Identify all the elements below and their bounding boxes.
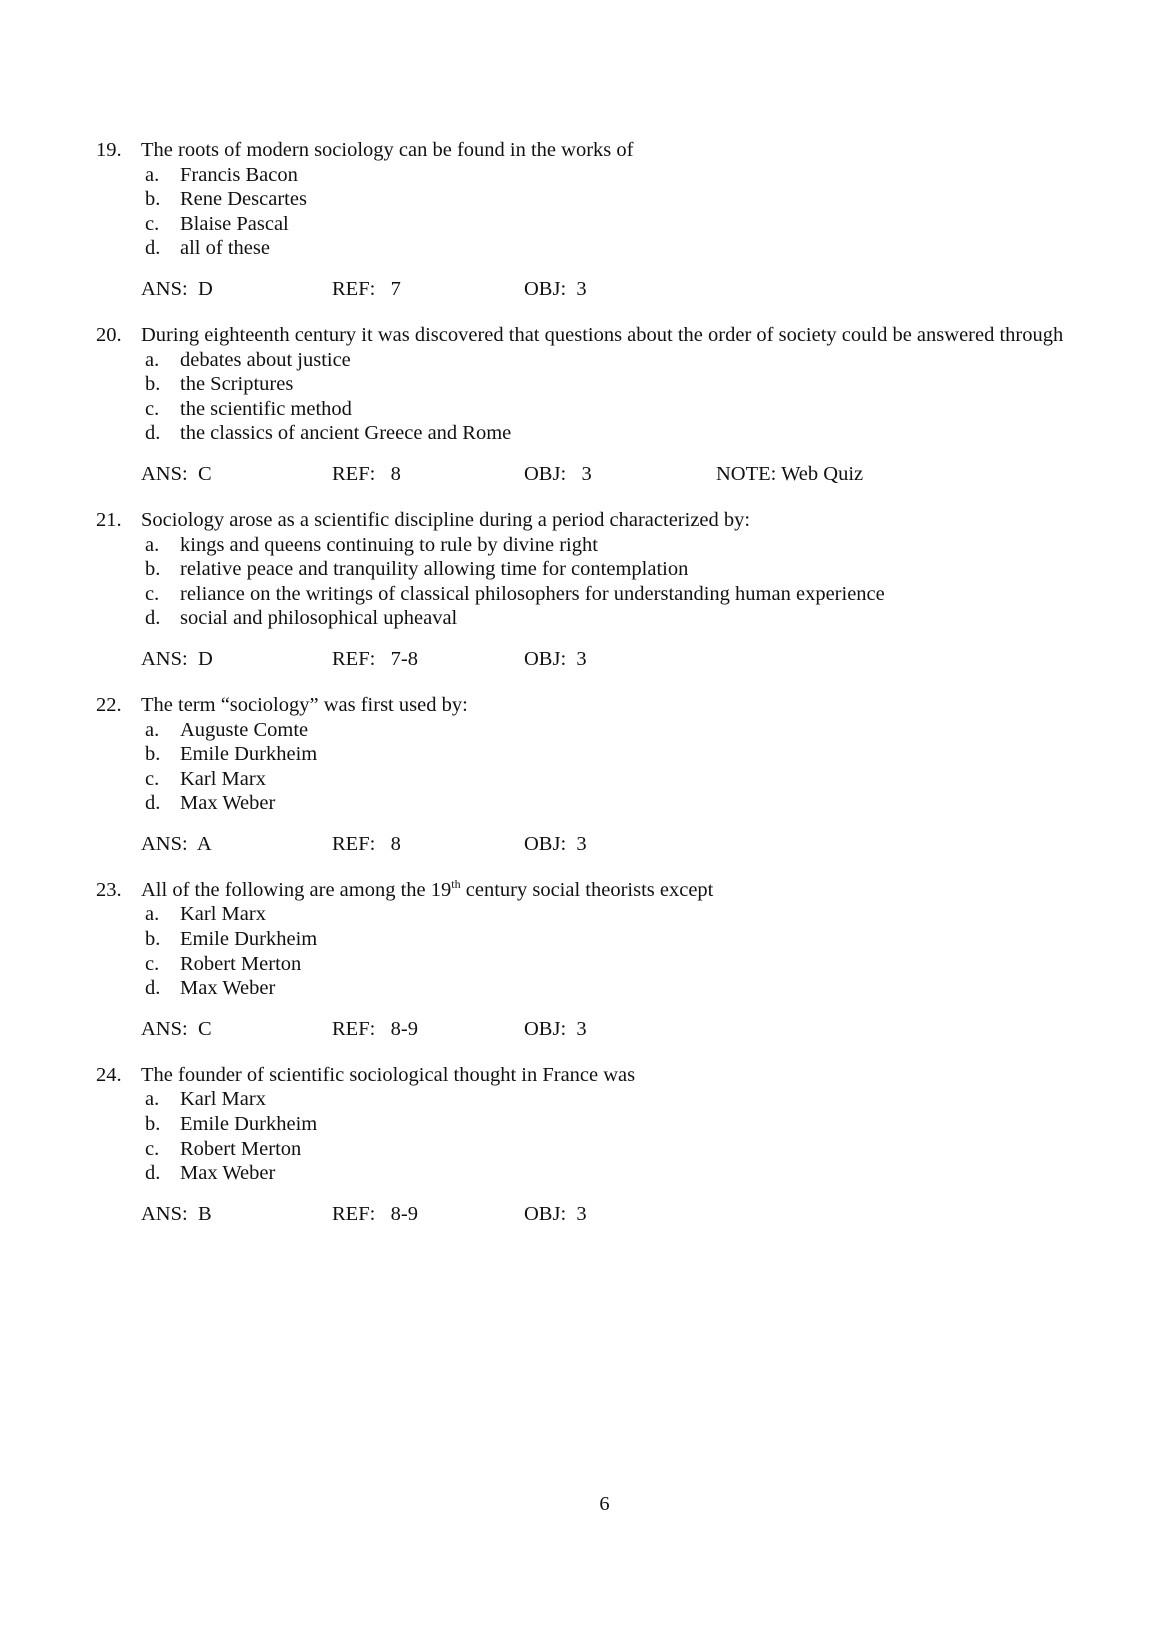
question-text: Sociology arose as a scientific discipline during a period characterized by:	[141, 508, 751, 531]
option-letter: a.	[145, 718, 160, 741]
option-letter: b.	[145, 743, 161, 766]
option-letter: b.	[145, 373, 161, 396]
option	[96, 791, 1096, 816]
answer-row	[96, 277, 1096, 302]
answer-row	[96, 1202, 1096, 1227]
option	[96, 718, 1096, 743]
option-letter: a.	[145, 163, 160, 186]
answer-key: ANS: C	[141, 462, 212, 485]
question-list	[96, 138, 1096, 1248]
option-text: all of these	[180, 237, 270, 260]
option-letter: b.	[145, 1113, 161, 1136]
option	[96, 372, 1096, 397]
option-text: Karl Marx	[180, 903, 266, 926]
option-text: reliance on the writings of classical philosophers for understanding human experience	[180, 582, 885, 605]
question-stem	[96, 1063, 1096, 1088]
option-text: Francis Bacon	[180, 163, 298, 186]
option	[96, 187, 1096, 212]
reference: REF: 8-9	[332, 1202, 418, 1225]
option-letter: d.	[145, 237, 161, 260]
option-text: Max Weber	[180, 977, 276, 1000]
option	[96, 927, 1096, 952]
option	[96, 902, 1096, 927]
page-number: 6	[599, 1493, 610, 1515]
option-letter: a.	[145, 1088, 160, 1111]
question-24	[96, 1063, 1096, 1227]
question-number: 22.	[96, 693, 122, 716]
reference: REF: 8-9	[332, 1017, 418, 1040]
option-letter: c.	[145, 212, 160, 235]
answer-key: ANS: D	[141, 647, 213, 670]
option	[96, 1137, 1096, 1162]
option	[96, 952, 1096, 977]
option	[96, 1087, 1096, 1112]
question-23	[96, 878, 1096, 1042]
option-text: relative peace and tranquility allowing time for contemplation	[180, 558, 689, 581]
answer-key: ANS: D	[141, 277, 213, 300]
option-letter: b.	[145, 188, 161, 211]
option-text: Emile Durkheim	[180, 928, 318, 951]
question-number: 23.	[96, 878, 122, 901]
option-text: debates about justice	[180, 348, 351, 371]
question-text: The founder of scientific sociological thought in France was	[141, 1063, 636, 1086]
option-letter: b.	[145, 558, 161, 581]
option-text: Blaise Pascal	[180, 212, 289, 235]
option	[96, 533, 1096, 558]
question-text: During eighteenth century it was discovered that questions about the order of society could be answered through	[141, 323, 1064, 346]
option-text: Auguste Comte	[180, 718, 309, 741]
objective: OBJ: 3	[524, 462, 592, 485]
answer-key: ANS: B	[141, 1202, 212, 1225]
option	[96, 163, 1096, 188]
option-text: Robert Merton	[180, 1137, 302, 1160]
option-text: the classics of ancient Greece and Rome	[180, 422, 512, 445]
option-letter: d.	[145, 1162, 161, 1185]
option-letter: a.	[145, 348, 160, 371]
objective: OBJ: 3	[524, 1017, 587, 1040]
option-text: social and philosophical upheaval	[180, 607, 458, 630]
option-letter: c.	[145, 582, 160, 605]
option-text: Max Weber	[180, 792, 276, 815]
answer-key: ANS: A	[141, 832, 212, 855]
option	[96, 212, 1096, 237]
option	[96, 767, 1096, 792]
question-text	[141, 878, 1096, 903]
option	[96, 348, 1096, 373]
option-text: Karl Marx	[180, 767, 266, 790]
answer-row	[96, 647, 1096, 672]
option-text: Robert Merton	[180, 952, 302, 975]
question-number: 24.	[96, 1063, 122, 1086]
option-text: the Scriptures	[180, 373, 294, 396]
option-text: Rene Descartes	[180, 188, 307, 211]
option-letter: d.	[145, 422, 161, 445]
question-number: 19.	[96, 139, 122, 161]
option-letter: b.	[145, 928, 161, 951]
question-stem	[96, 138, 1096, 163]
question-stem	[96, 878, 1096, 903]
answer-row	[96, 1017, 1096, 1042]
reference: REF: 8	[332, 462, 401, 485]
option	[96, 236, 1096, 261]
objective: OBJ: 3	[524, 1202, 587, 1225]
option-text: the scientific method	[180, 397, 352, 420]
option-letter: a.	[145, 903, 160, 926]
question-21	[96, 508, 1096, 672]
question-22	[96, 693, 1096, 857]
option-text: Karl Marx	[180, 1088, 266, 1111]
option-letter: c.	[145, 397, 160, 420]
option-letter: d.	[145, 792, 161, 815]
option-letter: c.	[145, 952, 160, 975]
reference: REF: 8	[332, 832, 401, 855]
option-text: Emile Durkheim	[180, 1113, 318, 1136]
option	[96, 742, 1096, 767]
question-number: 20.	[96, 323, 122, 346]
option	[96, 606, 1096, 631]
option-letter: d.	[145, 607, 161, 630]
question-19	[96, 138, 1096, 302]
option-letter: c.	[145, 1137, 160, 1160]
question-text-part: All of the following are among the 19	[141, 878, 452, 901]
option	[96, 397, 1096, 422]
option-letter: c.	[145, 767, 160, 790]
reference: REF: 7	[332, 277, 401, 300]
reference: REF: 7-8	[332, 647, 418, 670]
answer-key: ANS: C	[141, 1017, 212, 1040]
question-text: The term “sociology” was first used by:	[141, 693, 468, 716]
option	[96, 1112, 1096, 1137]
question-number: 21.	[96, 508, 122, 531]
option-text: Emile Durkheim	[180, 743, 318, 766]
option	[96, 1161, 1096, 1186]
option	[96, 976, 1096, 1001]
answer-row	[96, 832, 1096, 857]
question-stem	[96, 508, 1096, 533]
question-stem	[96, 693, 1096, 718]
objective: OBJ: 3	[524, 832, 587, 855]
option	[96, 557, 1096, 582]
answer-row	[96, 462, 1096, 487]
question-text: The roots of modern sociology can be found in the works of	[141, 139, 634, 161]
option-text: kings and queens continuing to rule by divine right	[180, 533, 598, 556]
objective: OBJ: 3	[524, 277, 587, 300]
question-20	[96, 323, 1096, 487]
option-text: Max Weber	[180, 1162, 276, 1185]
option	[96, 421, 1096, 446]
question-text-part: century social theorists except	[460, 878, 714, 901]
objective: OBJ: 3	[524, 647, 587, 670]
option-letter: a.	[145, 533, 160, 556]
note: NOTE: Web Quiz	[716, 462, 864, 485]
option	[96, 582, 1096, 607]
ordinal-superscript: th	[451, 876, 461, 891]
option-letter: d.	[145, 977, 161, 1000]
question-stem	[96, 323, 1096, 348]
